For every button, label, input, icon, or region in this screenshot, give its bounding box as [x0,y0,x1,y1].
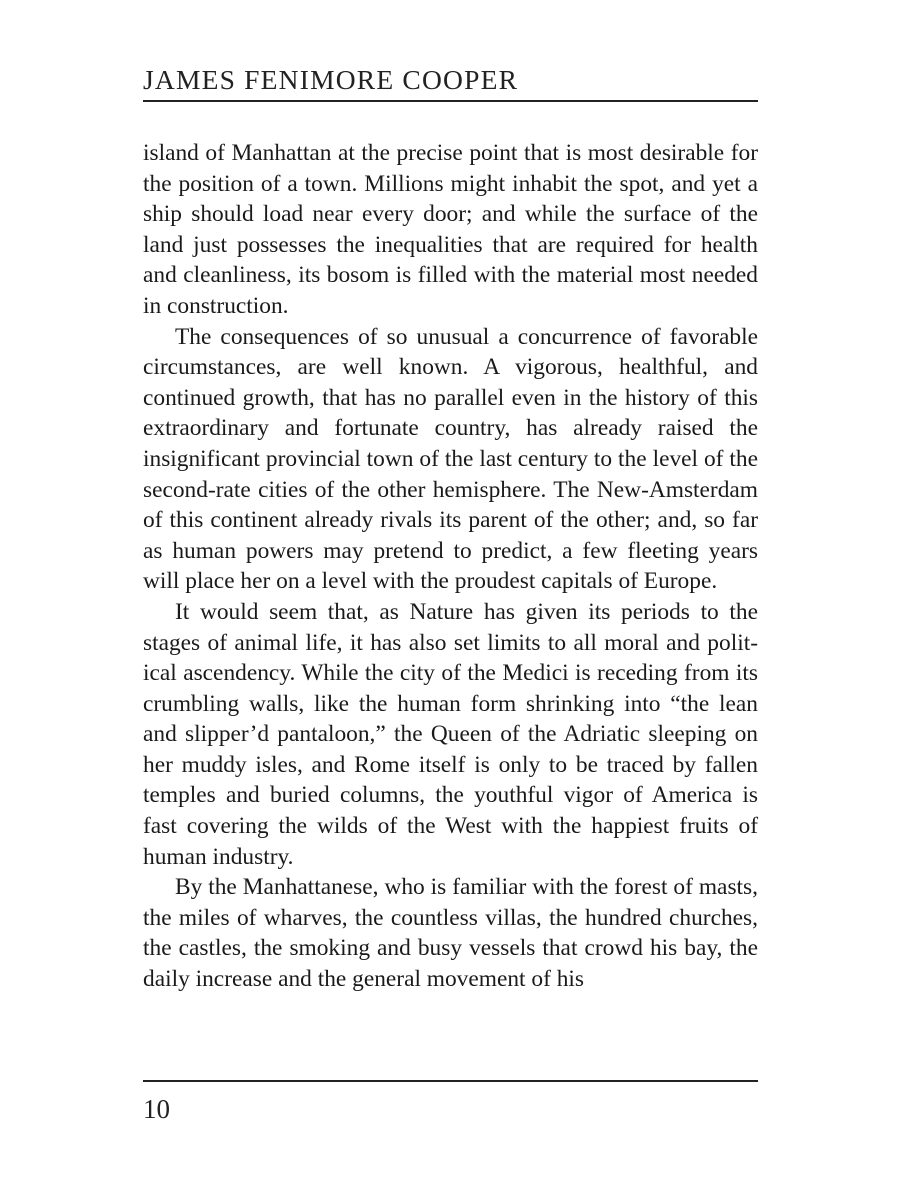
paragraph: island of Manhattan at the precise point that is most desirable for the position of a town. Millions might inhabit the spot, and yet a ship should load near every door; and while the surface of the land just possesses the inequalities that are required for health and cleanliness, its bosom is filled with the material most needed in construction. [143,140,758,319]
paragraph: The consequences of so unusual a concurrence of favorable circumstances, are well known. A vigorous, healthful, and continued growth, that has no parallel even in the history of this extraordinary and fortunate country, has already raised the insignificant provincial town of the last century to the level of the second-rate cities of the other hemisphere. The New-Amsterdam of this continent already rivals its parent of the other; and, so far as human powers may pretend to predict, a few fleeting years will place her on a level with the proudest capitals of Europe. [143,323,758,595]
paragraph: By the Manhattanese, who is familiar with the forest of masts, the miles of wharves, the countless villas, the hundred churches, the castles, the smoking and busy vessels that crowd his bay, the daily increase and the general movement of his [143,874,758,993]
page-number: 10 [143,1094,170,1124]
body-text [143,138,758,995]
running-head: JAMES FENIMORE COOPER [143,64,519,95]
header-rule [143,100,758,102]
paragraph: It would seem that, as Nature has given its periods to the stages of animal life, it has also set limits to all moral and political ascendency. While the city of the Medici is receding from its crumbling walls, like the human form shrinking into “the lean and slipper’d pantaloon,” the Queen of the Adriatic sleeping on her muddy isles, and Rome itself is only to be traced by fallen temples and buried columns, the youthful vigor of America is fast covering the wilds of the West with the happiest fruits of human industry. [143,598,758,870]
footer-rule [143,1080,758,1082]
